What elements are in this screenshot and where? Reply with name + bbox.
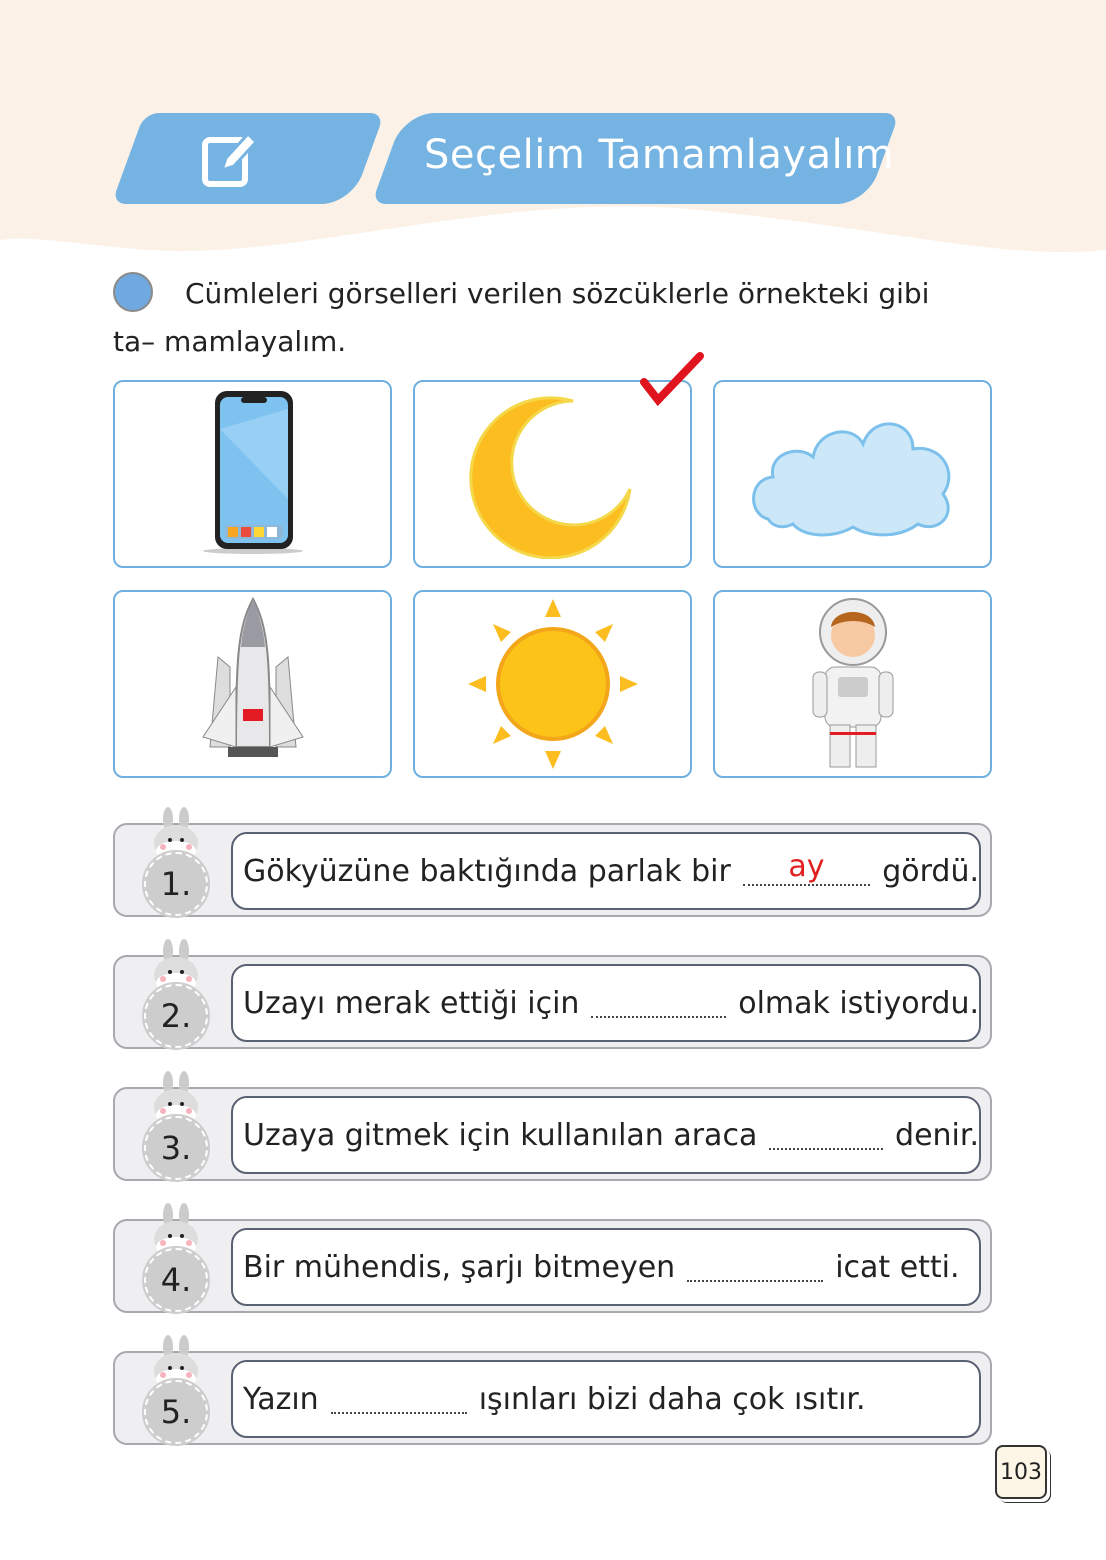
image-card-moon [413,380,692,568]
edit-icon [200,128,260,188]
instruction-text: Cümleleri görselleri verilen sözcüklerle örnekteki gibi ta– mamlayalım. [113,277,930,358]
sentence-before: Uzaya gitmek için kullanılan araca [243,1117,758,1153]
question-number: 4. [144,1248,208,1312]
answer-blank[interactable] [591,988,726,1018]
sentence-box [231,1096,981,1174]
sentence-box [231,1360,981,1438]
question-row-2 [113,955,992,1049]
answer-blank[interactable] [331,1384,467,1414]
sentence-before: Bir mühendis, şarjı bitmeyen [243,1249,676,1285]
astronaut-icon [808,597,898,772]
image-card-sun [413,590,692,778]
image-card-astronaut [713,590,992,778]
page-title: Seçelim Tamamlayalım [424,132,895,178]
question-row-1 [113,823,992,917]
rocket-icon [198,597,308,772]
moon-icon [468,389,638,559]
sentence-after: olmak istiyordu. [738,985,979,1021]
page-number: 103 [995,1445,1047,1499]
sentence-after: ışınları bizi daha çok ısıtır. [478,1381,866,1417]
answer-blank[interactable] [687,1252,823,1282]
sentence-after: gördü. [882,853,979,889]
sentence-after: icat etti. [835,1249,960,1285]
image-card-cloud [713,380,992,568]
image-card-rocket [113,590,392,778]
checkmark-icon [640,352,704,408]
sentence-box [231,1228,981,1306]
answer-blank[interactable]: ay [743,856,870,886]
question-row-3 [113,1087,992,1181]
question-number: 1. [144,852,208,916]
answer-blank[interactable] [769,1120,883,1150]
sentence-box [231,964,981,1042]
sentence-before: Yazın [243,1381,319,1417]
sentence-after: denir. [895,1117,979,1153]
cloud-icon [748,409,958,539]
question-row-5 [113,1351,992,1445]
question-row-4 [113,1219,992,1313]
phone-icon [203,389,303,559]
sun-icon [468,599,638,769]
sentence-box [231,832,981,910]
question-number: 2. [144,984,208,1048]
sentence-before: Gökyüzüne baktığında parlak bir [243,853,731,889]
question-number: 3. [144,1116,208,1180]
question-number: 5. [144,1380,208,1444]
sentence-before: Uzayı merak ettiği için [243,985,580,1021]
image-card-phone [113,380,392,568]
